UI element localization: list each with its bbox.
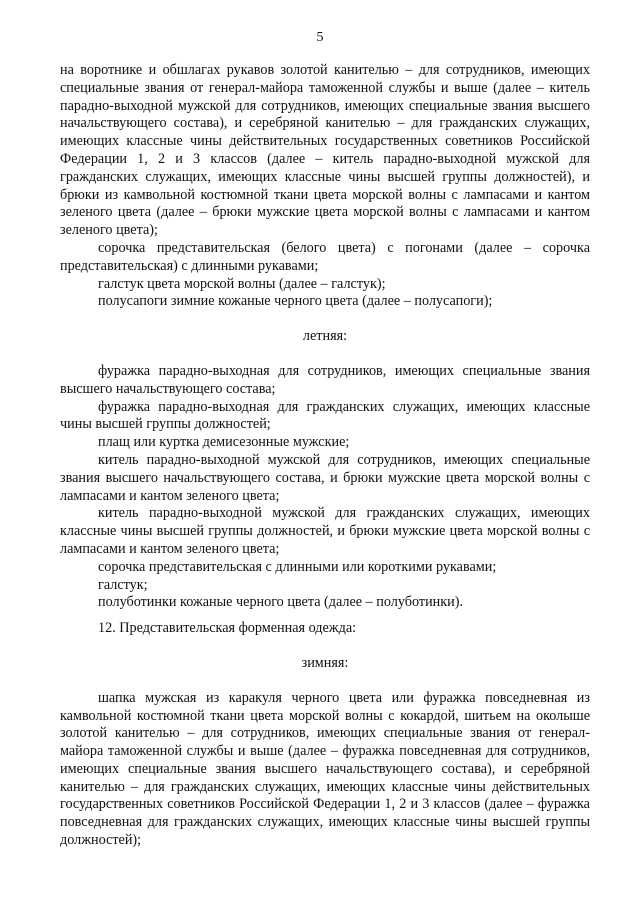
paragraph-hat: шапка мужская из каракуля черного цвета или фуражка повседневная из камвольной костюмной ткани цвета морской волны с кокардой, шитьем на околыше золотой канителью – для сотрудников, имеющих специальные звания от генерал-майора таможенной службы и выше (далее – фуражка повседневная для сотрудников, имеющих специальные звания высшего начальствующего состава), и серебряной канителью – для гражданских служащих, имеющих классные чины действительных государственных советников Российской Федерации 1, 2 и 3 классов (далее – фуражка повседневная для гражданских служащих, имеющих классные чины высшей группы должностей); [60, 689, 590, 849]
paragraph-continuation: на воротнике и обшлагах рукавов золотой канителью – для сотрудников, имеющих специальные звания от генерал-майора таможенной службы и выше (далее – китель парадно-выходной мужской для сотрудников, имеющих специальные звания высшего начальствующего состава), и серебряной канителью – для гражданских служащих, имеющих классные чины действительных государственных советников Российской Федерации 1, 2 и 3 классов (далее – китель парадно-выходной мужской для гражданских служащих, имеющих классные чины высшей группы должностей), и брюки из камвольной костюмной ткани цвета морской волны с лампасами и кантом зеленого цвета (далее – брюки мужские цвета морской волны с лампасами и кантом зеленого цвета); [60, 62, 590, 239]
paragraph-cap-staff: фуражка парадно-выходная для сотрудников, имеющих специальные звания высшего начальствующего состава; [60, 362, 590, 397]
paragraph-cap-civil: фуражка парадно-выходная для гражданских служащих, имеющих классные чины высшей группы должностей; [60, 398, 590, 433]
paragraph-shoes: полуботинки кожаные черного цвета (далее – полуботинки). [98, 594, 464, 611]
paragraph-jacket-civil: китель парадно-выходной мужской для гражданских служащих, имеющих классные чины высшей группы должностей, и брюки мужские цвета морской волны с лампасами и кантом зеленого цвета; [60, 505, 590, 557]
heading-summer: летняя: [302, 328, 348, 345]
heading-winter: зимняя: [301, 654, 349, 671]
paragraph-shirt-summer: сорочка представительская с длинными или короткими рукавами; [98, 558, 497, 575]
paragraph-raincoat: плащ или куртка демисезонные мужские; [98, 434, 350, 451]
paragraph-shirt: сорочка представительская (белого цвета) с погонами (далее – сорочка представительская) с длинными рукавами; [60, 239, 590, 274]
paragraph-boots: полусапоги зимние кожаные черного цвета (далее – полусапоги); [98, 293, 493, 310]
paragraph-tie: галстук цвета морской волны (далее – галстук); [98, 275, 386, 292]
section-12-title: 12. Представительская форменная одежда: [98, 620, 357, 637]
document-body [60, 62, 590, 850]
paragraph-jacket-staff: китель парадно-выходной мужской для сотрудников, имеющих специальные звания высшего начальствующего состава, и брюки мужские цвета морской волны с лампасами и кантом зеленого цвета; [60, 451, 590, 504]
paragraph-tie-summer: галстук; [98, 576, 148, 593]
page-number: 5 [316, 30, 324, 45]
